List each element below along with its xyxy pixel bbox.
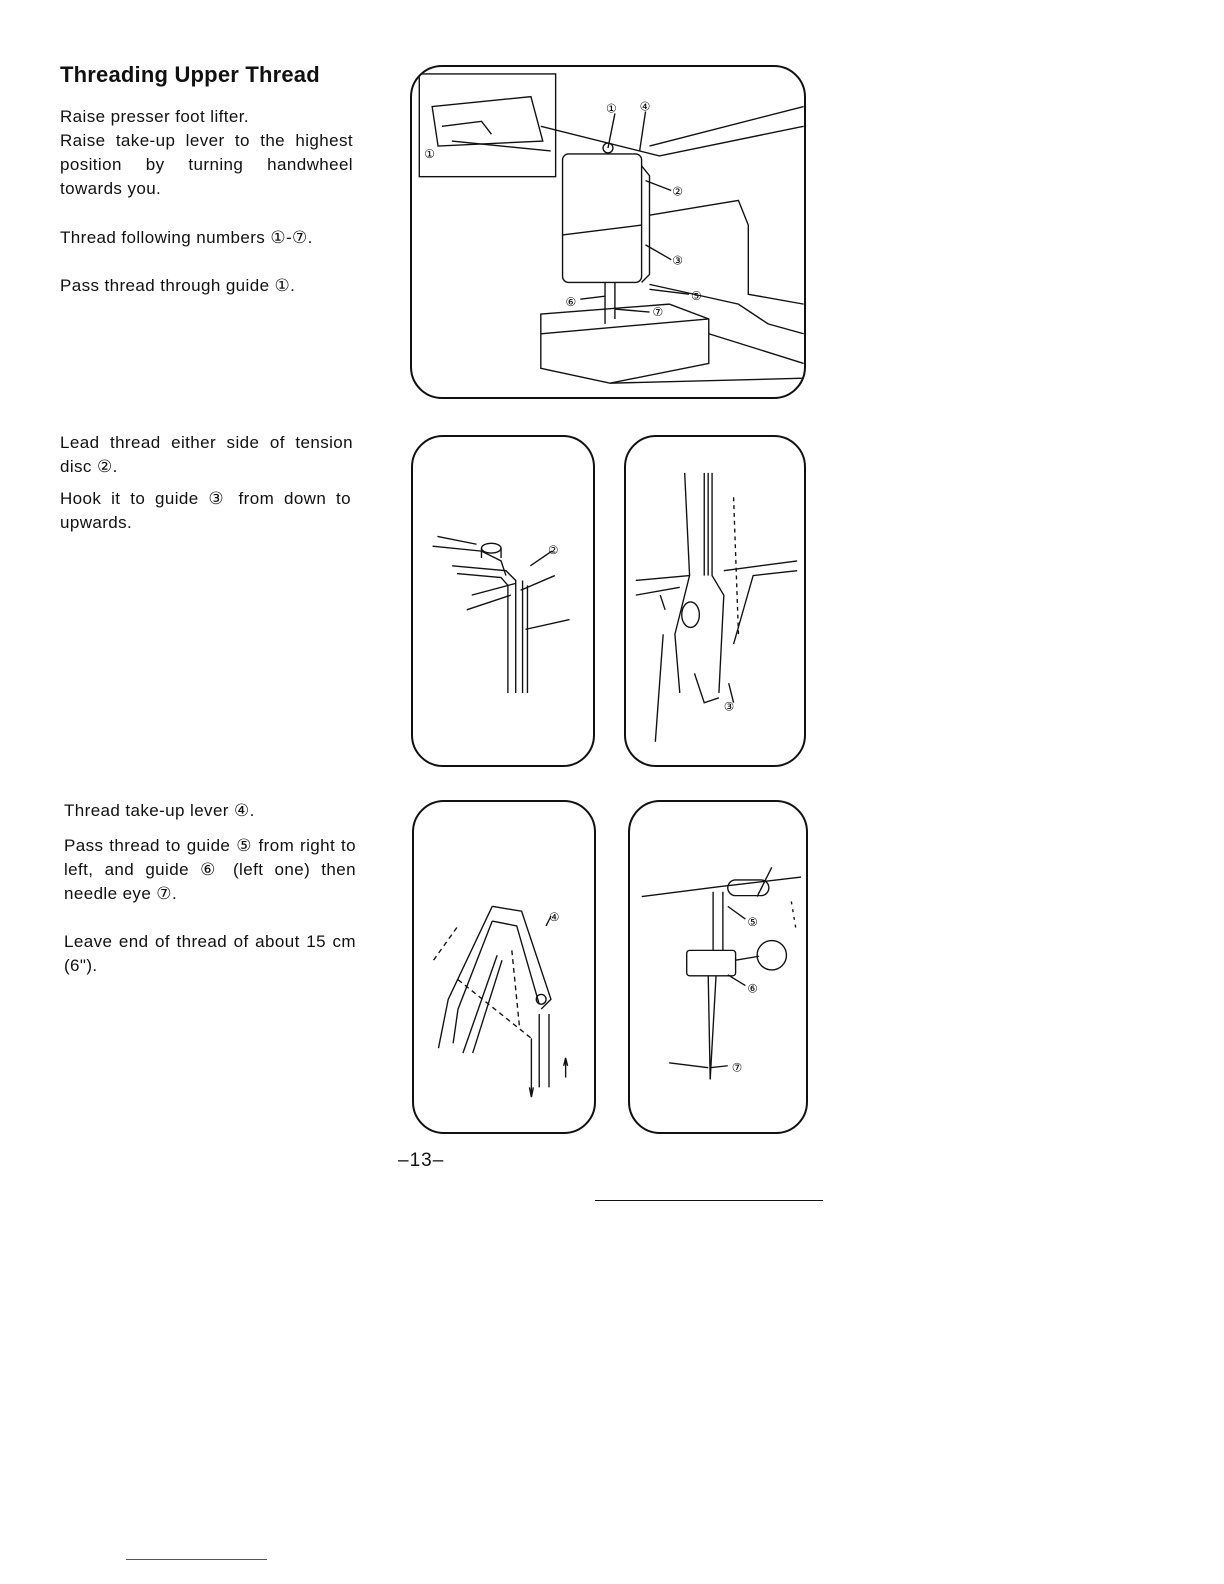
inset-guide-detail	[419, 74, 555, 177]
instruction-take-up-lever: Thread take-up lever ④.	[64, 801, 255, 820]
page-title: Threading Upper Thread	[60, 62, 320, 87]
figure-needle-guides	[628, 800, 808, 1134]
take-up-lever-illustration	[414, 802, 594, 1132]
label-tension-disc: ②	[672, 184, 683, 199]
label-tension-disc-detail: ②	[548, 543, 559, 558]
figure-tension-disc	[411, 435, 595, 767]
tension-disc-illustration	[413, 437, 593, 765]
guide-3-illustration	[626, 437, 804, 765]
figure-take-up-lever	[412, 800, 596, 1134]
label-guide-1: ①	[606, 101, 617, 116]
label-guide-6: ⑥	[565, 295, 577, 310]
label-take-up-lever: ④	[639, 99, 651, 114]
figure-machine-overview	[410, 65, 806, 399]
instruction-raise-take-up: Raise take-up lever to the highest position by turning handwheel towards you.	[60, 131, 353, 198]
label-guide-5: ⑤	[690, 289, 702, 304]
label-needle-eye: ⑦	[652, 304, 664, 319]
instruction-thread-order: Thread following numbers ①-⑦.	[60, 228, 313, 247]
label-guide-3-detail: ③	[723, 699, 735, 714]
machine-illustration	[412, 67, 804, 397]
needle-guides-illustration	[630, 802, 806, 1132]
machine-head	[563, 154, 642, 282]
instruction-guides-needle: Pass thread to guide ⑤ from right to left, and guide ⑥ (left one) then needle eye ⑦.	[64, 836, 356, 903]
page-number: –13–	[398, 1150, 445, 1171]
instruction-thread-end: Leave end of thread of about 15 cm (6").	[64, 932, 356, 975]
divider-rule	[595, 1200, 823, 1201]
machine-base	[541, 304, 709, 383]
label-guide-1-inset: ①	[424, 146, 435, 161]
figure-guide-3	[624, 435, 806, 767]
label-guide-5-detail: ⑤	[747, 914, 758, 929]
instruction-raise-lifter: Raise presser foot lifter.	[60, 107, 249, 126]
label-take-up-lever-detail: ④	[549, 910, 560, 925]
label-needle-eye-detail: ⑦	[731, 1060, 743, 1075]
instruction-tension-disc: Lead thread either side of tension disc ②.	[60, 433, 353, 476]
footer-rule	[126, 1559, 267, 1560]
instruction-guide-1: Pass thread through guide ①.	[60, 276, 296, 295]
label-guide-6-detail: ⑥	[747, 981, 758, 996]
instruction-guide-3: Hook it to guide ③ from down to upwards.	[60, 489, 351, 532]
label-guide-3: ③	[672, 253, 683, 268]
